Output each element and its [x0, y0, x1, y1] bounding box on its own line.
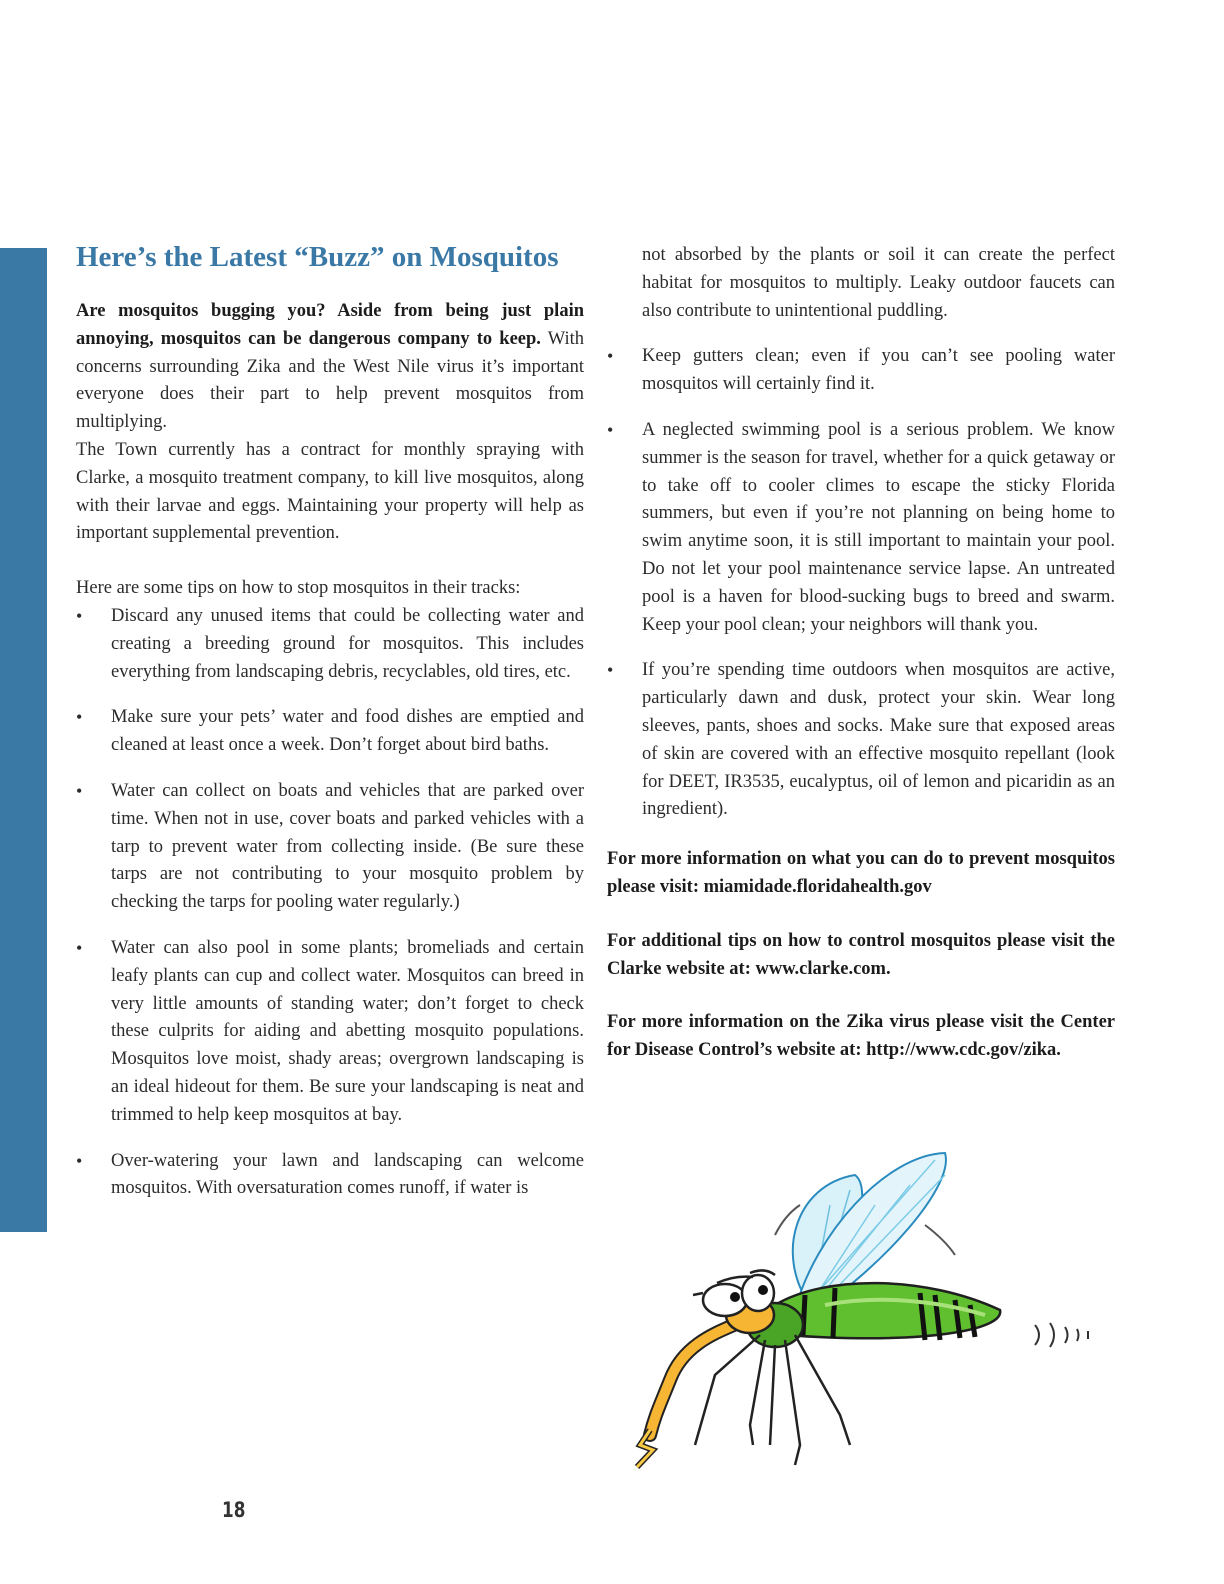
- side-accent-bar: [0, 248, 47, 1232]
- lead-rest: With concerns surrounding Zika and the West Nile virus it’s important everyone does their part to help prevent mosquitos from multiplying.: [76, 328, 584, 433]
- info-florida-health: For more information on what you can do to prevent mosquitos please visit: miamidade.floridahealth.gov: [607, 849, 1115, 897]
- list-item: • Water can also pool in some plants; bromeliads and certain leafy plants can cup and collect water. Mosquitos can breed in very little amounts of standing water; don’t forget to check these culprits for aiding and abetting mosquito populations. Mosquitos love moist, shady areas; overgrown landscaping is an ideal hideout for them. Be sure your landscaping is neat and trimmed to help keep mosquitos at bay.: [76, 935, 584, 1130]
- lead-bold: Are mosquitos bugging you? Aside from being just plain annoying, mosquitos can be dangerous company to keep.: [76, 301, 584, 349]
- lead-paragraph: [76, 298, 584, 437]
- list-item: • Over-watering your lawn and landscaping can welcome mosquitos. With oversaturation comes runoff, if water is: [76, 1148, 584, 1204]
- tips-list-right: [607, 343, 1115, 824]
- list-item: • Make sure your pets’ water and food dishes are emptied and cleaned at least once a week. Don’t forget about bird baths.: [76, 704, 584, 760]
- info-cdc: For more information on the Zika virus please visit the Center for Disease Control’s website at: http://www.cdc.gov/zika.: [607, 1012, 1115, 1061]
- article-title: Here’s the Latest “Buzz” on Mosquitos: [76, 241, 559, 273]
- list-item: • A neglected swimming pool is a serious problem. We know summer is the season for travel, whether for a quick getaway or to take off to cooler climes to escape the sticky Florida summers, but even if you’re not planning on being home to swim anytime soon, it is still important to maintain your pool. Do not let your pool maintenance service lapse. An untreated pool is a haven for blood-sucking bugs to breed and swarm. Keep your pool clean; your neighbors will thank you.: [607, 417, 1115, 639]
- left-column: [76, 238, 584, 1203]
- tips-intro: Here are some tips on how to stop mosquitos in their tracks:: [76, 578, 521, 599]
- list-item: • Water can collect on boats and vehicles that are parked over time. When not in use, cover boats and parked vehicles with a tarp to prevent water from collecting inside. (Be sure these tarps are not contributing to your mosquito problem by checking the tarps for pooling water regularly.): [76, 778, 584, 917]
- tips-list-left: [76, 603, 584, 1203]
- right-column: [607, 240, 1115, 1091]
- contract-paragraph: The Town currently has a contract for monthly spraying with Clarke, a mosquito treatment company, to kill live mosquitos, along with their larvae and eggs. Maintaining your property will help as important supplemental prevention.: [76, 439, 584, 544]
- info-clarke: For additional tips on how to control mosquitos please visit the Clarke website at: www.clarke.com.: [607, 930, 1115, 979]
- cartoon-mosquito-icon: [625, 1145, 1105, 1485]
- page-number: 18: [222, 1498, 246, 1522]
- list-item: • Discard any unused items that could be collecting water and creating a breeding ground for mosquitos. This includes everything from landscaping debris, recyclables, old tires, etc.: [76, 603, 584, 686]
- list-item: • Keep gutters clean; even if you can’t see pooling water mosquitos will certainly find it.: [607, 343, 1115, 399]
- list-item: • If you’re spending time outdoors when mosquitos are active, particularly dawn and dusk, protect your skin. Wear long sleeves, pants, shoes and socks. Make sure that exposed areas of skin are covered with an effective mosquito repellant (look for DEET, IR3535, eucalyptus, oil of lemon and picaridin as an ingredient).: [607, 657, 1115, 824]
- tip-continuation: not absorbed by the plants or soil it can create the perfect habitat for mosquitos to multiply. Leaky outdoor faucets can also contribute to unintentional puddling.: [642, 245, 1115, 321]
